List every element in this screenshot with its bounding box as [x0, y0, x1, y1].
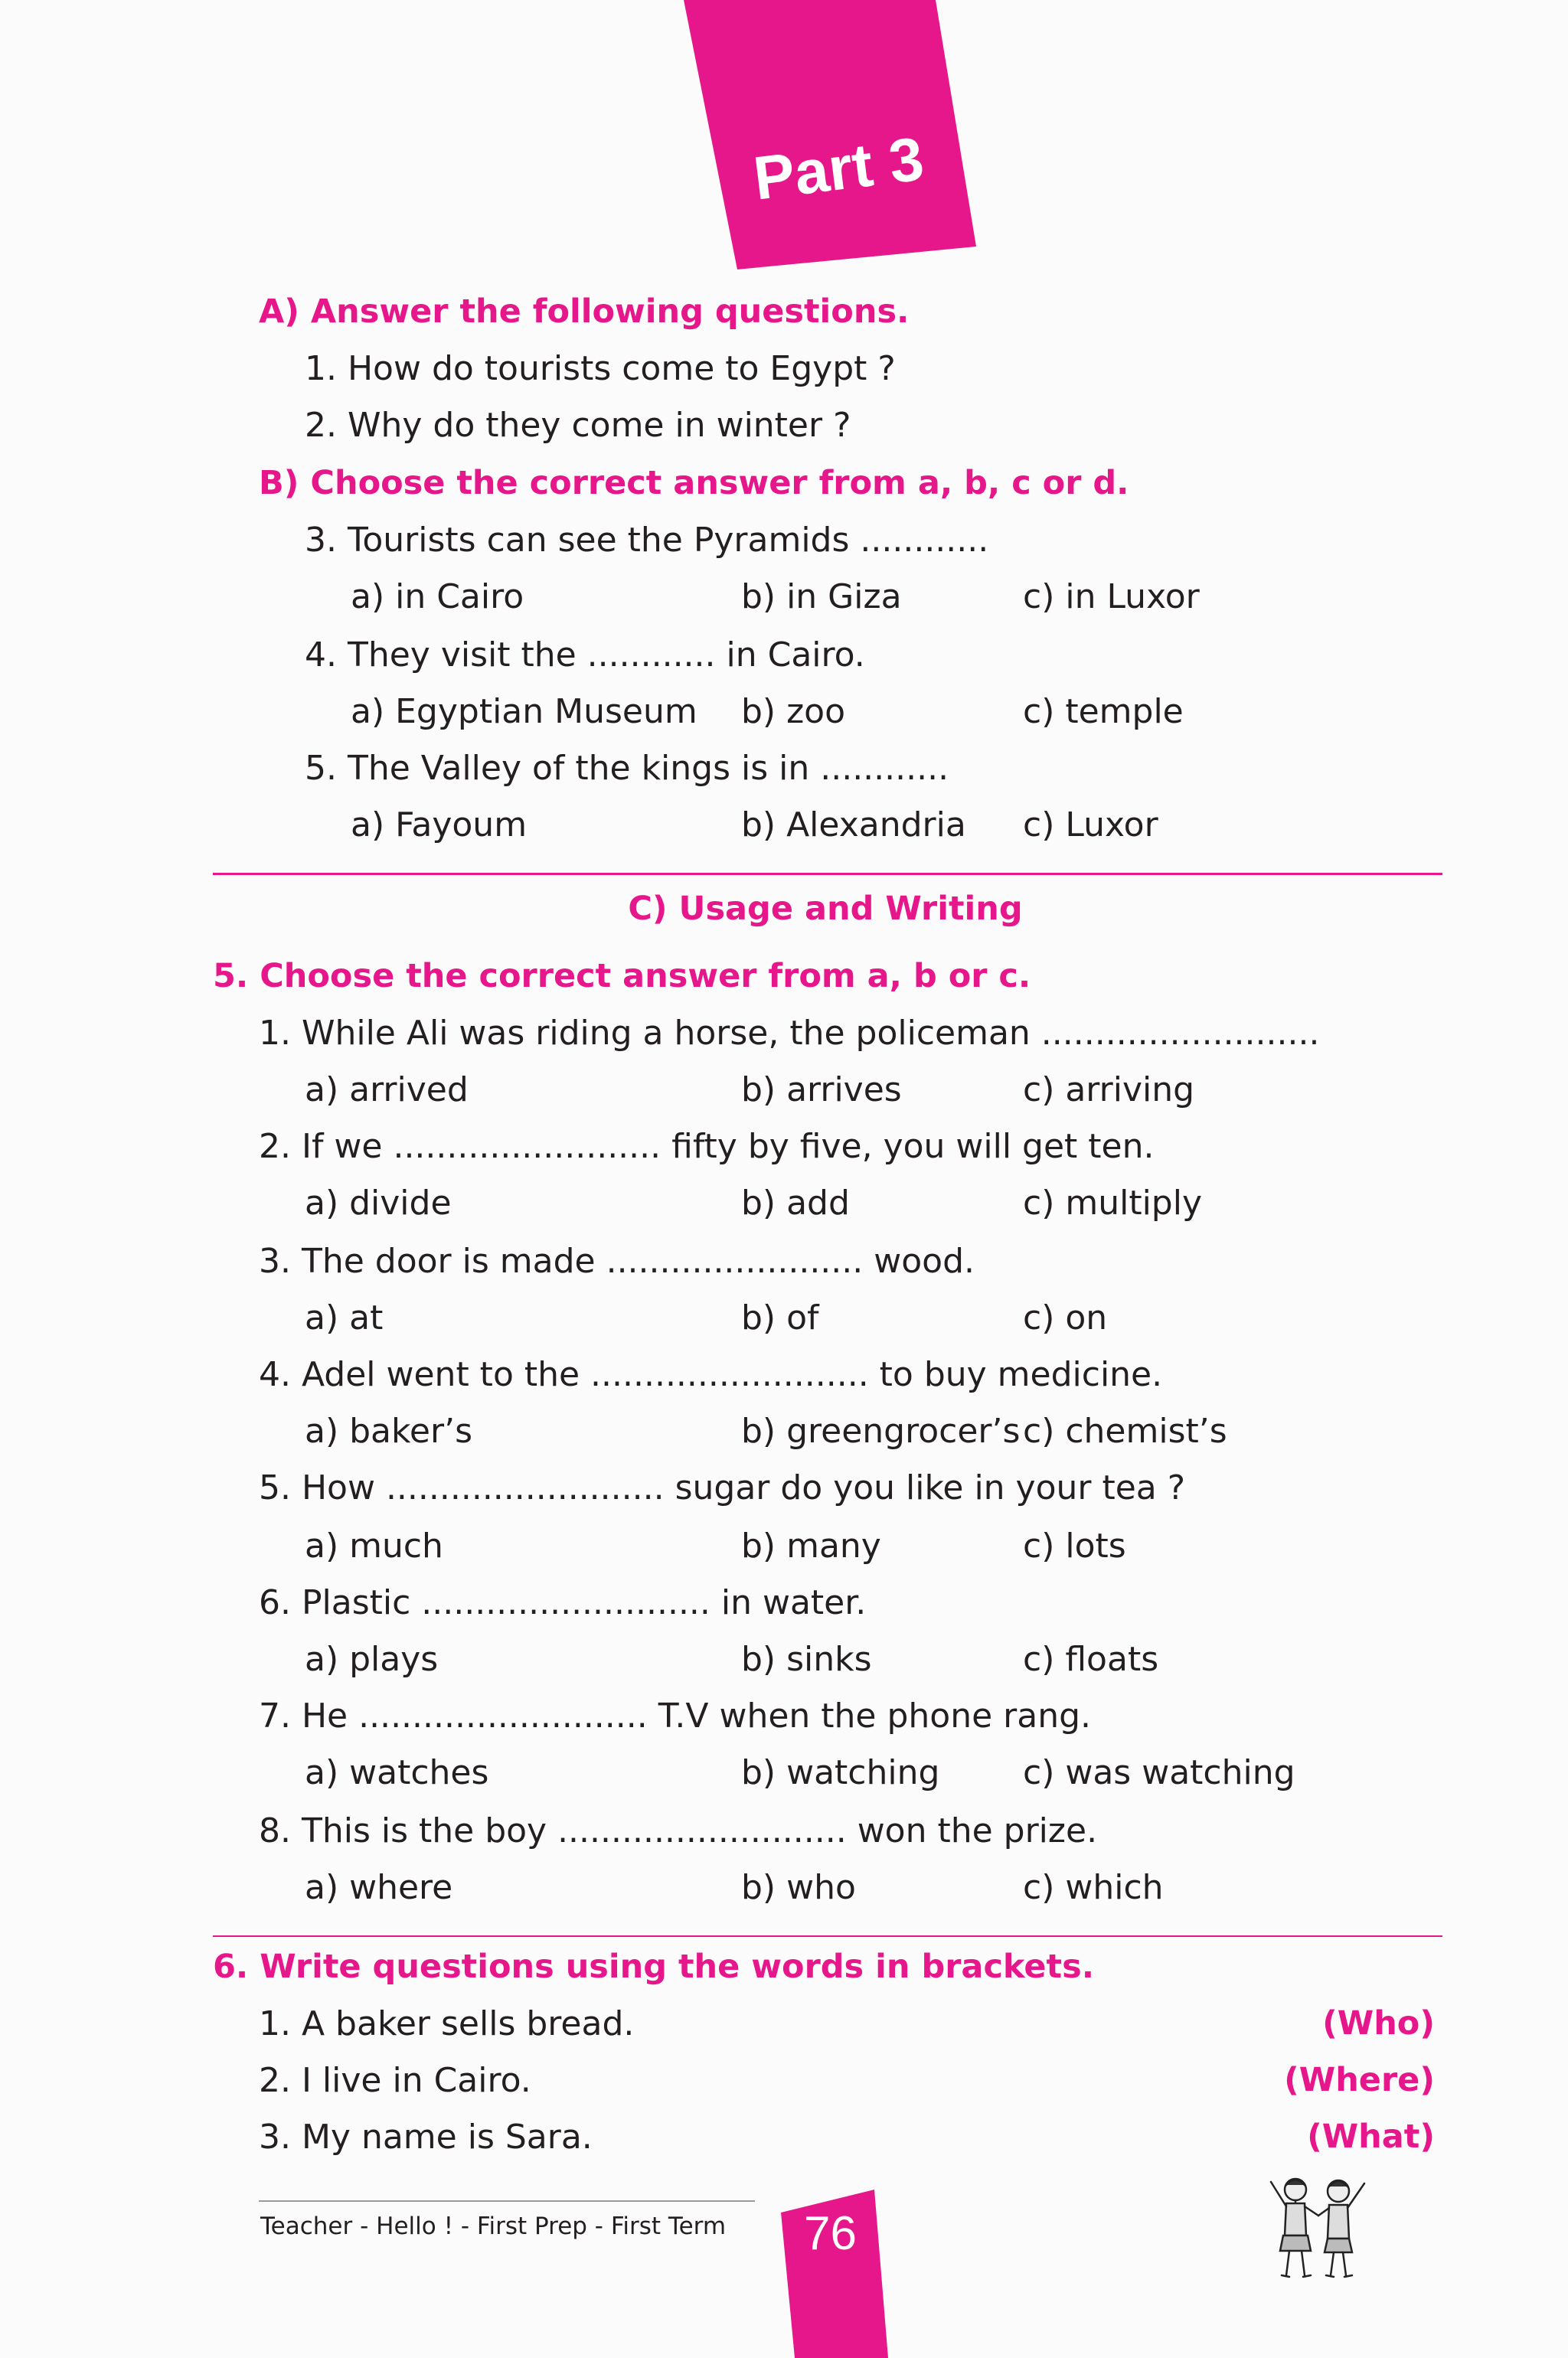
ex5-question-2: 2. If we ......................... fifty by five, you will get ten.: [259, 1127, 1155, 1166]
option-b3-a: a) in Cairo: [351, 577, 524, 616]
ex5-option-7-a: a) watches: [305, 1753, 489, 1792]
footer-rule: [259, 2200, 755, 2202]
ex5-question-4: 4. Adel went to the .......................... to buy medicine.: [259, 1355, 1163, 1394]
footer-text: Teacher - Hello ! - First Prep - First Term: [260, 2213, 727, 2240]
ex5-question-1: 1. While Ali was riding a horse, the policeman ..........................: [259, 1014, 1320, 1053]
option-b5-a: a) Fayoum: [351, 805, 528, 844]
section-a-heading: A) Answer the following questions.: [259, 292, 910, 331]
ex5-option-3-b: b) of: [741, 1298, 819, 1337]
ex5-option-8-c: c) which: [1023, 1868, 1164, 1907]
option-b3-c: c) in Luxor: [1023, 577, 1200, 616]
ex5-option-5-a: a) much: [305, 1527, 443, 1566]
question-b5: 5. The Valley of the kings is in ............: [305, 749, 949, 788]
kids-illustration: [1263, 2168, 1370, 2283]
ex5-option-8-b: b) who: [741, 1868, 856, 1907]
question-b3: 3. Tourists can see the Pyramids ............: [305, 521, 989, 560]
ex6-hint-2: (Where): [1284, 2061, 1435, 2099]
section-divider: [213, 873, 1442, 875]
option-b4-c: c) temple: [1023, 692, 1184, 731]
section-c-heading: C) Usage and Writing: [628, 890, 1023, 928]
question-b4: 4. They visit the ............ in Cairo.: [305, 635, 865, 674]
ex5-option-4-a: a) baker’s: [305, 1412, 472, 1451]
ex6-item-2: 2. I live in Cairo.: [259, 2061, 531, 2100]
ex5-option-6-a: a) plays: [305, 1640, 439, 1679]
ex5-option-1-a: a) arrived: [305, 1070, 469, 1109]
ex6-item-1: 1. A baker sells bread.: [259, 2004, 635, 2043]
ex5-option-8-a: a) where: [305, 1868, 453, 1907]
ex5-option-5-c: c) lots: [1023, 1527, 1126, 1566]
question-a1: 1. How do tourists come to Egypt ?: [305, 349, 896, 388]
option-b4-b: b) zoo: [741, 692, 846, 731]
question-a2: 2. Why do they come in winter ?: [305, 406, 851, 445]
section-b-heading: B) Choose the correct answer from a, b, c or d.: [259, 464, 1129, 502]
ex5-question-5: 5. How .......................... sugar do you like in your tea ?: [259, 1468, 1186, 1507]
ex5-option-2-c: c) multiply: [1023, 1184, 1202, 1223]
ex5-question-6: 6. Plastic ........................... in water.: [259, 1583, 867, 1622]
option-b5-b: b) Alexandria: [741, 805, 966, 844]
option-b4-a: a) Egyptian Museum: [351, 692, 697, 731]
ex5-question-7: 7. He ........................... T.V when the phone rang.: [259, 1697, 1092, 1736]
exercise-5-heading: 5. Choose the correct answer from a, b or c.: [213, 957, 1031, 995]
ex6-hint-1: (Who): [1322, 2004, 1435, 2043]
ex5-question-3: 3. The door is made ........................ wood.: [259, 1242, 975, 1281]
ex5-option-7-b: b) watching: [741, 1753, 940, 1792]
ex5-option-1-c: c) arriving: [1023, 1070, 1195, 1109]
ex6-hint-3: (What): [1307, 2118, 1435, 2156]
ex5-option-4-c: c) chemist’s: [1023, 1412, 1227, 1451]
ex5-option-7-c: c) was watching: [1023, 1753, 1295, 1792]
ex5-option-2-a: a) divide: [305, 1184, 452, 1223]
ex5-option-5-b: b) many: [741, 1527, 881, 1566]
option-b5-c: c) Luxor: [1023, 805, 1158, 844]
option-b3-b: b) in Giza: [741, 577, 902, 616]
ex5-option-1-b: b) arrives: [741, 1070, 902, 1109]
exercise-divider: [213, 1935, 1442, 1937]
ex5-option-3-c: c) on: [1023, 1298, 1108, 1337]
page-number: 76: [804, 2207, 857, 2260]
part-title: Part 3: [750, 124, 928, 213]
ex5-question-8: 8. This is the boy ........................... won the prize.: [259, 1811, 1098, 1850]
ex5-option-3-a: a) at: [305, 1298, 384, 1337]
ex6-item-3: 3. My name is Sara.: [259, 2118, 593, 2157]
ex5-option-4-b: b) greengrocer’s: [741, 1412, 1021, 1451]
exercise-6-heading: 6. Write questions using the words in brackets.: [213, 1948, 1095, 1986]
ex5-option-6-c: c) floats: [1023, 1640, 1159, 1679]
ex5-option-6-b: b) sinks: [741, 1640, 872, 1679]
ex5-option-2-b: b) add: [741, 1184, 850, 1223]
